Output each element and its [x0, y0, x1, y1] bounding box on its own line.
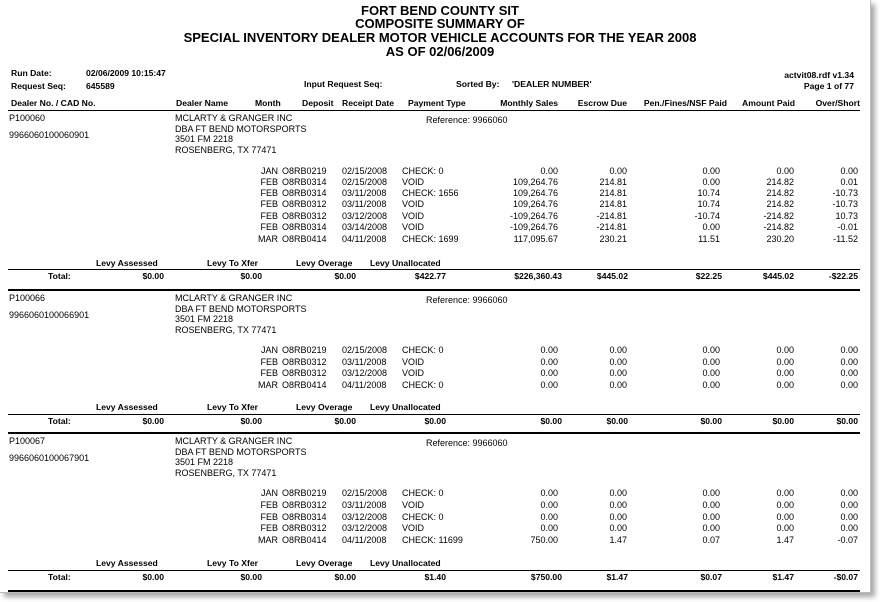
cell-month: JAN: [260, 166, 278, 176]
cell-sales: 0.00: [540, 488, 558, 498]
cell-pen: 0.07: [702, 535, 720, 545]
dealer-number: P100067: [9, 436, 46, 446]
cell-deposit: O8RB0414: [282, 234, 327, 244]
dealer-name-line: 3501 FM 2218: [175, 134, 234, 144]
cell-sales: 109,264.76: [512, 188, 558, 198]
cell-paid: 214.82: [766, 188, 794, 198]
cell-month: FEB: [260, 211, 278, 221]
total-os: -$0.07: [833, 572, 858, 582]
cell-deposit: O8RB0414: [282, 535, 327, 545]
cell-date: 03/12/2008: [342, 512, 388, 522]
section-divider: [8, 289, 860, 291]
cell-paid: -214.82: [763, 211, 794, 221]
cell-sales: 0.00: [540, 500, 558, 510]
total-divider: [8, 570, 860, 571]
cell-ptype: CHECK: 11699: [402, 535, 463, 545]
total-unallocated: $1.40: [424, 572, 446, 582]
col-pen-fines-nsf: Pen./Fines/NSF Paid: [643, 98, 727, 108]
cell-month: FEB: [260, 222, 278, 232]
dealer-name-line: 3501 FM 2218: [175, 457, 234, 467]
request-seq-value: 645589: [86, 81, 115, 91]
dealer-name-line: ROSENBERG, TX 77471: [175, 144, 277, 155]
cell-deposit: O8RB0219: [282, 488, 327, 498]
cell-deposit: O8RB0314: [282, 222, 327, 232]
dealer-reference: Reference: 9966060: [426, 438, 508, 448]
cell-month: JAN: [260, 345, 278, 355]
cell-sales: 0.00: [540, 368, 558, 378]
cell-pen: 10.74: [697, 188, 720, 198]
cell-month: FEB: [260, 368, 278, 378]
levy-to-xfer-label: Levy To Xfer: [207, 402, 258, 412]
dealer-name-line: ROSENBERG, TX 77471: [175, 467, 277, 478]
cell-deposit: O8RB0312: [282, 368, 327, 378]
col-receipt-date: Receipt Date: [342, 98, 395, 108]
cell-paid: 0.00: [776, 345, 794, 355]
cell-date: 03/12/2008: [342, 523, 388, 533]
cell-escrow: 0.00: [609, 368, 627, 378]
levy-overage-label: Levy Overage: [296, 402, 353, 412]
cell-paid: 0.00: [776, 488, 794, 498]
cell-date: 04/11/2008: [342, 535, 387, 545]
cell-month: FEB: [260, 357, 278, 367]
cell-date: 02/15/2008: [342, 345, 388, 355]
cell-deposit: O8RB0219: [282, 345, 327, 355]
cell-sales: 117,095.67: [513, 234, 558, 244]
total-sales: $750.00: [530, 572, 562, 582]
cell-deposit: O8RB0312: [282, 211, 327, 221]
cell-escrow: -214.81: [596, 222, 627, 232]
dealer-number: P100060: [9, 113, 46, 123]
total-assessed: $0.00: [142, 572, 164, 582]
cell-date: 02/15/2008: [342, 177, 388, 187]
cell-deposit: O8RB0314: [282, 188, 327, 198]
cell-escrow: 214.81: [599, 188, 627, 198]
cad-number: 9966060100060901: [9, 130, 90, 140]
cell-paid: 0.00: [776, 380, 794, 390]
cell-sales: 0.00: [540, 512, 558, 522]
cell-month: JAN: [260, 488, 278, 498]
cell-paid: 0.00: [776, 523, 794, 533]
cell-escrow: 230.21: [599, 234, 627, 244]
cell-pen: 0.00: [702, 488, 720, 498]
cell-ptype: VOID: [402, 500, 425, 510]
levy-assessed-label: Levy Assessed: [96, 402, 158, 412]
cell-date: 03/11/2008: [342, 188, 387, 198]
cell-os: 0.00: [840, 368, 858, 378]
col-dealer-no: Dealer No. / CAD No.: [11, 98, 96, 108]
total-unallocated: $0.00: [424, 416, 446, 426]
cell-pen: 0.00: [702, 222, 720, 232]
cell-pen: 10.74: [697, 199, 720, 209]
run-date-value: 02/06/2009 10:15:47: [86, 68, 166, 78]
cell-month: MAR: [258, 535, 278, 545]
total-unallocated: $422.77: [414, 271, 446, 281]
total-overage: $0.00: [334, 416, 356, 426]
col-payment-type: Payment Type: [408, 98, 466, 108]
total-xfer: $0.00: [240, 416, 262, 426]
cell-deposit: O8RB0314: [282, 512, 327, 522]
dealer-name-line: DBA FT BEND MOTORSPORTS: [175, 446, 307, 457]
cell-pen: 0.00: [702, 357, 720, 367]
cell-ptype: CHECK: 0: [402, 345, 444, 355]
cell-pen: 0.00: [702, 345, 720, 355]
total-xfer: $0.00: [240, 572, 262, 582]
cell-month: FEB: [260, 512, 278, 522]
cell-ptype: VOID: [402, 211, 425, 221]
cell-sales: 0.00: [540, 380, 558, 390]
cell-month: FEB: [260, 199, 278, 209]
cell-os: 0.00: [840, 523, 858, 533]
cell-paid: 0.00: [776, 166, 794, 176]
cell-os: 0.00: [840, 500, 858, 510]
cell-sales: -109,264.76: [509, 222, 558, 232]
total-escrow: $0.00: [606, 416, 628, 426]
total-assessed: $0.00: [142, 416, 164, 426]
cell-os: -11.52: [833, 234, 858, 244]
cell-ptype: VOID: [402, 523, 425, 533]
cell-date: 03/11/2008: [342, 199, 387, 209]
col-month: Month: [255, 98, 281, 108]
levy-unallocated-label: Levy Unallocated: [370, 258, 441, 268]
cell-date: 03/12/2008: [342, 368, 388, 378]
cell-month: FEB: [260, 523, 278, 533]
total-pen: $0.00: [700, 416, 722, 426]
dealer-name-line: 3501 FM 2218: [175, 314, 234, 324]
cell-date: 03/11/2008: [342, 500, 387, 510]
total-paid: $445.02: [762, 271, 794, 281]
cell-date: 02/15/2008: [342, 166, 388, 176]
dealer-reference: Reference: 9966060: [426, 115, 508, 125]
cell-pen: 0.00: [702, 523, 720, 533]
total-label: Total:: [48, 271, 71, 281]
cell-deposit: O8RB0312: [282, 357, 327, 367]
cell-os: 0.00: [840, 488, 858, 498]
total-label: Total:: [48, 572, 71, 582]
cell-pen: -10.74: [694, 211, 720, 221]
cell-ptype: CHECK: 1699: [402, 234, 459, 244]
cell-month: FEB: [260, 500, 278, 510]
header-divider: [8, 110, 860, 111]
col-escrow-due: Escrow Due: [577, 98, 627, 108]
cell-ptype: CHECK: 0: [402, 166, 444, 176]
col-monthly-sales: Monthly Sales: [500, 98, 558, 108]
cell-pen: 0.00: [702, 380, 720, 390]
cell-paid: 0.00: [776, 512, 794, 522]
cell-paid: 1.47: [776, 535, 794, 545]
cell-pen: 0.00: [702, 177, 720, 187]
cell-date: 04/11/2008: [342, 380, 387, 390]
total-divider: [8, 269, 860, 270]
col-dealer-name: Dealer Name: [176, 98, 229, 108]
request-seq-label: Request Seq:: [11, 81, 66, 91]
cell-os: 0.00: [840, 380, 858, 390]
cell-pen: 11.51: [698, 234, 720, 244]
total-os: -$22.25: [828, 271, 858, 281]
report-title-line-4: AS OF 02/06/2009: [385, 44, 495, 59]
total-os: $0.00: [836, 416, 858, 426]
cell-escrow: 0.00: [609, 380, 627, 390]
cell-escrow: 1.47: [609, 535, 627, 545]
col-amount-paid: Amount Paid: [742, 98, 795, 108]
total-sales: $226,360.43: [514, 271, 562, 281]
cell-paid: 0.00: [776, 500, 794, 510]
cell-os: -0.01: [837, 222, 858, 232]
cell-escrow: 0.00: [609, 166, 627, 176]
cell-paid: 0.00: [776, 357, 794, 367]
levy-assessed-label: Levy Assessed: [96, 258, 158, 268]
cell-escrow: -214.81: [596, 211, 627, 221]
cell-escrow: 0.00: [609, 500, 627, 510]
col-over-short: Over/Short: [815, 98, 860, 108]
dealer-name-line: MCLARTY & GRANGER INC: [175, 113, 293, 123]
dealer-name-line: DBA FT BEND MOTORSPORTS: [175, 123, 307, 134]
total-xfer: $0.00: [240, 271, 262, 281]
cell-escrow: 0.00: [609, 512, 627, 522]
section-divider: [8, 432, 860, 434]
sorted-by-value: 'DEALER NUMBER': [512, 79, 592, 89]
cell-os: -10.73: [832, 188, 858, 198]
cell-date: 03/14/2008: [342, 222, 388, 232]
levy-overage-label: Levy Overage: [296, 558, 353, 568]
cell-pen: 0.00: [702, 166, 720, 176]
cell-os: -0.07: [837, 535, 858, 545]
cell-pen: 0.00: [702, 500, 720, 510]
cell-sales: 750.00: [530, 535, 558, 545]
cell-month: MAR: [258, 380, 278, 390]
cell-deposit: O8RB0414: [282, 380, 327, 390]
report-title-line-1: FORT BEND COUNTY SIT: [361, 3, 519, 18]
dealer-name-line: ROSENBERG, TX 77471: [175, 324, 277, 335]
levy-to-xfer-label: Levy To Xfer: [207, 258, 258, 268]
col-deposit: Deposit: [302, 98, 334, 108]
levy-assessed-label: Levy Assessed: [96, 558, 158, 568]
cell-escrow: 0.00: [609, 345, 627, 355]
cell-deposit: O8RB0312: [282, 199, 327, 209]
sorted-by-label: Sorted By:: [456, 79, 500, 89]
cell-escrow: 214.81: [599, 199, 627, 209]
total-escrow: $1.47: [606, 572, 628, 582]
cell-ptype: CHECK: 0: [402, 512, 444, 522]
cell-os: 0.00: [840, 345, 858, 355]
total-paid: $1.47: [772, 572, 794, 582]
cell-ptype: CHECK: 0: [402, 488, 444, 498]
total-escrow: $445.02: [596, 271, 628, 281]
report-title-line-2: COMPOSITE SUMMARY OF: [355, 16, 525, 31]
report-id: actvit08.rdf v1.34: [784, 70, 854, 80]
cell-sales: 0.00: [540, 166, 558, 176]
total-overage: $0.00: [334, 271, 356, 281]
cell-date: 03/11/2008: [342, 357, 387, 367]
cell-date: 02/15/2008: [342, 488, 388, 498]
cell-month: FEB: [260, 177, 278, 187]
cell-sales: 109,264.76: [512, 199, 558, 209]
total-overage: $0.00: [334, 572, 356, 582]
cell-paid: 230.20: [766, 234, 794, 244]
cell-os: 0.01: [840, 177, 858, 187]
total-paid: $0.00: [772, 416, 794, 426]
cell-sales: 109,264.76: [512, 177, 558, 187]
total-pen: $22.25: [695, 271, 722, 281]
cell-os: 0.00: [840, 512, 858, 522]
cell-sales: 0.00: [540, 345, 558, 355]
cell-paid: -214.82: [763, 222, 794, 232]
cell-month: FEB: [260, 188, 278, 198]
run-date-label: Run Date:: [11, 68, 52, 78]
cell-ptype: VOID: [402, 368, 425, 378]
cell-date: 03/12/2008: [342, 211, 388, 221]
cell-deposit: O8RB0312: [282, 500, 327, 510]
cell-deposit: O8RB0312: [282, 523, 327, 533]
total-pen: $0.07: [700, 572, 722, 582]
total-label: Total:: [48, 416, 71, 426]
dealer-name-line: MCLARTY & GRANGER INC: [175, 293, 293, 303]
cell-deposit: O8RB0219: [282, 166, 327, 176]
cell-ptype: VOID: [402, 222, 425, 232]
cell-deposit: O8RB0314: [282, 177, 327, 187]
page-info: Page 1 of 77: [803, 81, 854, 91]
cell-sales: 0.00: [540, 523, 558, 533]
levy-to-xfer-label: Levy To Xfer: [207, 558, 258, 568]
cell-os: 0.00: [840, 357, 858, 367]
cell-ptype: CHECK: 0: [402, 380, 444, 390]
cell-ptype: VOID: [402, 199, 425, 209]
cell-paid: 214.82: [766, 199, 794, 209]
cell-escrow: 0.00: [609, 488, 627, 498]
cell-ptype: CHECK: 1656: [402, 188, 459, 198]
section-divider: [8, 590, 860, 592]
levy-overage-label: Levy Overage: [296, 258, 353, 268]
cell-ptype: VOID: [402, 177, 425, 187]
cell-paid: 0.00: [776, 368, 794, 378]
cell-sales: 0.00: [540, 357, 558, 367]
total-divider: [8, 414, 860, 415]
cell-pen: 0.00: [702, 512, 720, 522]
cell-escrow: 0.00: [609, 523, 627, 533]
cell-ptype: VOID: [402, 357, 425, 367]
cell-month: MAR: [258, 234, 278, 244]
dealer-name-line: MCLARTY & GRANGER INC: [175, 436, 293, 446]
cell-os: -10.73: [832, 199, 858, 209]
dealer-number: P100066: [9, 293, 46, 303]
cell-date: 04/11/2008: [342, 234, 387, 244]
cad-number: 9966060100067901: [9, 453, 90, 463]
total-assessed: $0.00: [142, 271, 164, 281]
total-sales: $0.00: [540, 416, 562, 426]
cell-sales: -109,264.76: [509, 211, 558, 221]
cell-escrow: 214.81: [599, 177, 627, 187]
levy-unallocated-label: Levy Unallocated: [370, 402, 441, 412]
report-title-line-3: SPECIAL INVENTORY DEALER MOTOR VEHICLE ACCOUNTS FOR THE YEAR 2008: [183, 30, 697, 45]
cell-os: 0.00: [840, 166, 858, 176]
cell-paid: 214.82: [766, 177, 794, 187]
cell-pen: 0.00: [702, 368, 720, 378]
input-request-seq-label: Input Request Seq:: [304, 79, 383, 89]
levy-unallocated-label: Levy Unallocated: [370, 558, 441, 568]
cell-escrow: 0.00: [609, 357, 627, 367]
cad-number: 9966060100066901: [9, 310, 90, 320]
dealer-reference: Reference: 9966060: [426, 295, 508, 305]
cell-os: 10.73: [835, 211, 858, 221]
dealer-name-line: DBA FT BEND MOTORSPORTS: [175, 303, 307, 314]
